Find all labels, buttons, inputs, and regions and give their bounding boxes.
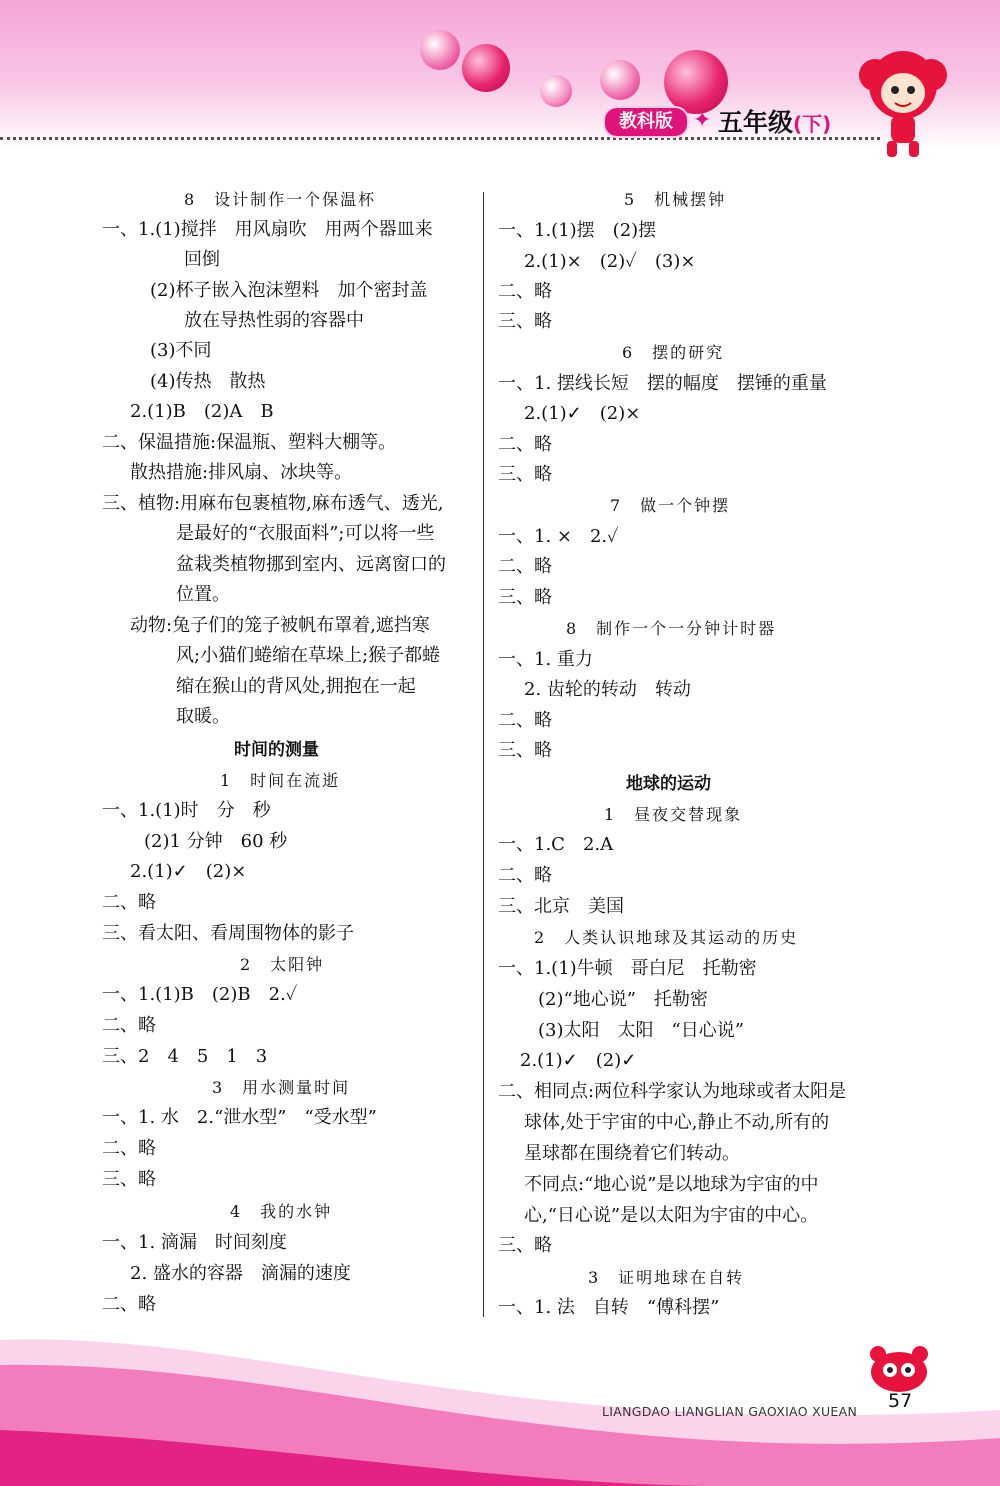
answer-line: 二、略 xyxy=(498,556,552,577)
answer-line: 三、略 xyxy=(498,464,552,485)
grade-text: 五年级 xyxy=(718,108,794,137)
bubble-decoration xyxy=(540,75,572,107)
column-divider xyxy=(483,192,484,1317)
answer-line: (2)1 分钟 60 秒 xyxy=(144,831,288,852)
answer-line: 三、略 xyxy=(102,1169,156,1190)
mascot-icon xyxy=(855,45,950,160)
answer-line: 三、略 xyxy=(498,740,552,761)
answer-line: 二、略 xyxy=(102,892,156,913)
answer-line: 三、2 4 5 1 3 xyxy=(102,1046,268,1067)
answer-line: 2.(1)× (2)✓ (3)× xyxy=(524,251,696,272)
answer-line: 一、1. × 2.✓ xyxy=(498,526,619,547)
answer-line: 散热措施:排风扇、冰块等。 xyxy=(130,462,353,483)
answer-line: 2.(1)B (2)A B xyxy=(130,401,274,422)
section-title: 6 摆的研究 xyxy=(622,343,725,362)
footer-wave xyxy=(0,1320,1000,1486)
answer-line: (3)不同 xyxy=(150,340,212,361)
answer-line: 2.(1)✓ (2)× xyxy=(524,403,641,424)
answer-line: 二、略 xyxy=(102,1294,156,1315)
section-title: 8 设计制作一个保温杯 xyxy=(184,190,377,209)
answer-line: (3)太阳 太阳 “日心说” xyxy=(538,1020,744,1041)
answer-line: 一、1.(1)牛顿 哥白尼 托勒密 xyxy=(498,958,757,979)
answer-line: 二、略 xyxy=(498,434,552,455)
answer-line: 是最好的“衣服面料”;可以将一些 xyxy=(176,523,435,544)
answer-line: 三、略 xyxy=(498,587,552,608)
answer-line: 缩在猴山的背风处,拥抱在一起 xyxy=(176,676,416,697)
bubble-decoration xyxy=(462,44,510,92)
answer-line: 一、1.C 2.A xyxy=(498,834,614,855)
answer-line: 一、1.(1)时 分 秒 xyxy=(102,800,271,821)
answer-line: 位置。 xyxy=(176,584,230,605)
section-title: 8 制作一个一分钟计时器 xyxy=(566,619,777,638)
answer-line: 二、相同点:两位科学家认为地球或者太阳是 xyxy=(498,1081,847,1102)
answer-line: 二、略 xyxy=(102,1138,156,1159)
unit-heading: 地球的运动 xyxy=(626,774,711,794)
answer-line: 一、1.(1)B (2)B 2.✓ xyxy=(102,984,298,1005)
answer-line: 取暖。 xyxy=(176,706,230,727)
answer-line: 星球都在围绕着它们转动。 xyxy=(524,1143,740,1164)
answer-line: 二、略 xyxy=(498,281,552,302)
answer-line: 回倒 xyxy=(184,249,220,270)
page-number: 57 xyxy=(888,1390,913,1412)
bubble-decoration xyxy=(600,60,640,100)
bubble-decoration xyxy=(420,30,460,70)
answer-line: 三、看太阳、看周围物体的影子 xyxy=(102,923,354,944)
answer-line: 一、1. 摆线长短 摆的幅度 摆锤的重量 xyxy=(498,373,827,394)
answer-line: 一、1.(1)搅拌 用风扇吹 用两个器皿来 xyxy=(102,219,433,240)
mascot-icon xyxy=(868,1344,930,1392)
diamond-icon: ✦ xyxy=(693,108,712,133)
edition-badge: 教科版 xyxy=(603,106,689,138)
section-title: 2 太阳钟 xyxy=(240,955,325,974)
series-name: LIANGDAO LIANGLIAN GAOXIAO XUEAN xyxy=(602,1404,858,1419)
section-title: 1 时间在流逝 xyxy=(220,771,341,790)
answer-line: 动物:兔子们的笼子被帆布罩着,遮挡寒 xyxy=(130,615,430,636)
section-title: 2 人类认识地球及其运动的历史 xyxy=(534,928,799,947)
answer-line: 一、1. 法 自转 “傅科摆” xyxy=(498,1297,720,1318)
answer-line: 一、1.(1)摆 (2)摆 xyxy=(498,220,657,241)
answer-line: 一、1. 滴漏 时间刻度 xyxy=(102,1232,287,1253)
header-band xyxy=(0,0,1000,150)
grade-label xyxy=(718,103,831,139)
answer-line: 球体,处于宇宙的中心,静止不动,所有的 xyxy=(524,1112,830,1133)
answer-line: 三、略 xyxy=(498,1235,552,1256)
answer-line: 一、1. 重力 xyxy=(498,649,593,670)
answer-line: (2)“地心说” 托勒密 xyxy=(538,989,708,1010)
answer-line: (4)传热 散热 xyxy=(150,371,266,392)
answer-line: 三、植物:用麻布包裹植物,麻布透气、透光, xyxy=(102,493,444,514)
answer-line: 二、保温措施:保温瓶、塑料大棚等。 xyxy=(102,432,397,453)
answer-line: 2. 盛水的容器 滴漏的速度 xyxy=(130,1263,351,1284)
answer-line: 不同点:“地心说”是以地球为宇宙的中 xyxy=(524,1174,819,1195)
answer-line: 二、略 xyxy=(102,1015,156,1036)
answer-line: 2.(1)✓ (2)✓ xyxy=(520,1050,637,1071)
answer-line: 心,“日心说”是以太阳为宇宙的中心。 xyxy=(524,1205,819,1226)
answer-line: 二、略 xyxy=(498,865,552,886)
section-title: 3 用水测量时间 xyxy=(212,1078,351,1097)
answer-line: 二、略 xyxy=(498,710,552,731)
answer-line: 一、1. 水 2.“泄水型” “受水型” xyxy=(102,1107,377,1128)
section-title: 5 机械摆钟 xyxy=(624,190,727,209)
section-title: 7 做一个钟摆 xyxy=(610,496,731,515)
section-title: 1 昼夜交替现象 xyxy=(604,805,743,824)
answer-line: 2.(1)✓ (2)× xyxy=(130,861,247,882)
answer-line: 盆栽类植物挪到室内、远离窗口的 xyxy=(176,554,446,575)
answer-line: (2)杯子嵌入泡沫塑料 加个密封盖 xyxy=(150,280,428,301)
answer-line: 三、略 xyxy=(498,311,552,332)
grade-suffix: (下) xyxy=(793,112,832,136)
section-title: 4 我的水钟 xyxy=(230,1202,333,1221)
answer-line: 2. 齿轮的转动 转动 xyxy=(524,679,691,700)
section-title: 3 证明地球在自转 xyxy=(588,1268,745,1287)
unit-heading: 时间的测量 xyxy=(234,740,319,760)
answer-line: 放在导热性弱的容器中 xyxy=(184,310,364,331)
answer-line: 风;小猫们蜷缩在草垛上;猴子都蜷 xyxy=(176,645,441,666)
answer-line: 三、北京 美国 xyxy=(498,896,624,917)
